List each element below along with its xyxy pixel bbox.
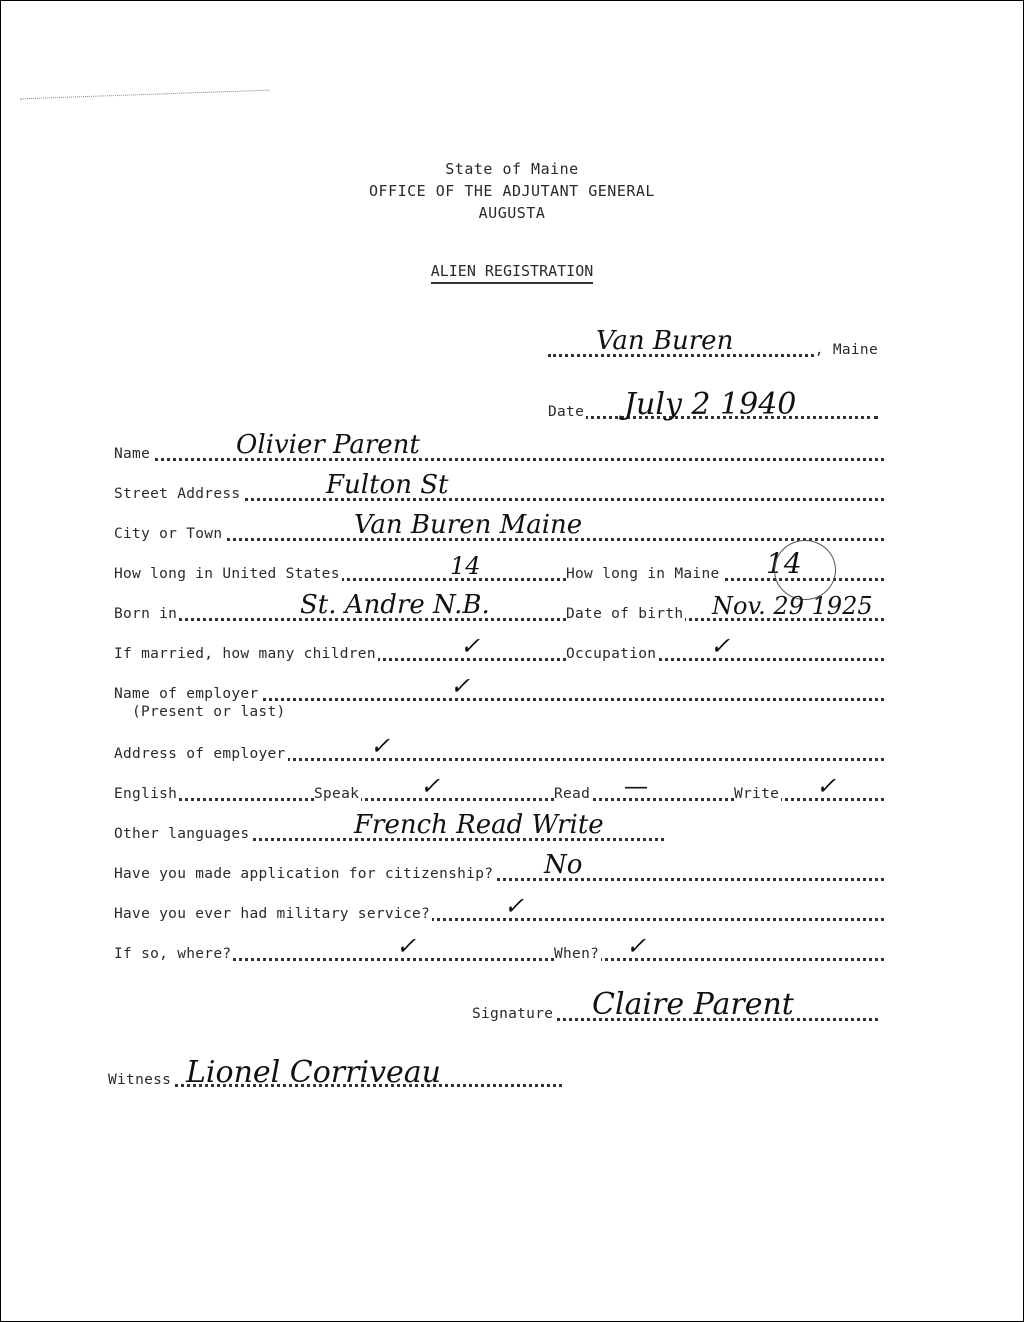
witness-value[interactable]: Lionel Corriveau bbox=[186, 1055, 441, 1090]
name-leader bbox=[114, 458, 884, 461]
english-label: English bbox=[114, 786, 178, 802]
how-long-maine-label: How long in Maine bbox=[566, 566, 720, 582]
where-label: If so, where? bbox=[114, 946, 232, 962]
city-row bbox=[114, 510, 884, 544]
date-value[interactable]: July 2 1940 bbox=[624, 387, 797, 422]
speak-value[interactable]: ✓ bbox=[420, 772, 441, 800]
when-label: When? bbox=[554, 946, 600, 962]
signature-value[interactable]: Claire Parent bbox=[592, 987, 794, 1022]
citizenship-row bbox=[114, 850, 884, 884]
military-label: Have you ever had military service? bbox=[114, 906, 431, 922]
military-value[interactable]: ✓ bbox=[504, 892, 525, 920]
english-row bbox=[114, 772, 884, 804]
street-value[interactable]: Fulton St bbox=[326, 470, 449, 500]
how-long-us-label: How long in United States bbox=[114, 566, 340, 582]
military-row bbox=[114, 892, 884, 924]
name-label: Name bbox=[114, 446, 151, 462]
write-label: Write bbox=[734, 786, 780, 802]
dob-label: Date of birth bbox=[566, 606, 684, 622]
dob-value[interactable]: Nov. 29 1925 bbox=[712, 592, 873, 620]
witness-label: Witness bbox=[108, 1072, 172, 1088]
header-office: OFFICE OF THE ADJUTANT GENERAL bbox=[369, 182, 655, 200]
children-value[interactable]: ✓ bbox=[460, 632, 481, 660]
city-value[interactable]: Van Buren Maine bbox=[354, 510, 583, 540]
name-value[interactable]: Olivier Parent bbox=[236, 430, 420, 460]
other-languages-label: Other languages bbox=[114, 826, 250, 842]
read-value[interactable]: — bbox=[624, 772, 648, 800]
employer-row bbox=[114, 672, 884, 704]
citizenship-value[interactable]: No bbox=[544, 850, 583, 880]
children-label: If married, how many children bbox=[114, 646, 376, 662]
employer-sublabel: (Present or last) bbox=[132, 704, 286, 720]
form-title-text: ALIEN REGISTRATION bbox=[431, 262, 594, 284]
when-value[interactable]: ✓ bbox=[626, 932, 647, 960]
how-long-us-value[interactable]: 14 bbox=[450, 552, 481, 580]
where-value[interactable]: ✓ bbox=[396, 932, 417, 960]
name-row bbox=[114, 430, 884, 464]
place-value[interactable]: Van Buren bbox=[596, 326, 734, 356]
header-city: AUGUSTA bbox=[478, 204, 546, 222]
how-long-row bbox=[114, 547, 884, 584]
employer-address-value[interactable]: ✓ bbox=[370, 732, 391, 760]
occupation-value[interactable]: ✓ bbox=[710, 632, 731, 660]
date-label: Date bbox=[548, 404, 585, 420]
employer-value[interactable]: ✓ bbox=[450, 672, 471, 700]
employer-address-label: Address of employer bbox=[114, 746, 286, 762]
children-row bbox=[114, 632, 884, 664]
street-row bbox=[114, 470, 884, 504]
place-row bbox=[548, 326, 880, 360]
born-in-label: Born in bbox=[114, 606, 178, 622]
write-value[interactable]: ✓ bbox=[816, 772, 837, 800]
signature-row bbox=[472, 987, 878, 1024]
speak-label: Speak bbox=[314, 786, 360, 802]
form-title bbox=[0, 262, 1024, 280]
employer-label: Name of employer bbox=[114, 686, 259, 702]
date-row bbox=[548, 387, 878, 422]
signature-label: Signature bbox=[472, 1006, 554, 1022]
citizenship-label: Have you made application for citizenship? bbox=[114, 866, 494, 882]
header-state: State of Maine bbox=[445, 160, 579, 178]
other-languages-row bbox=[114, 810, 884, 844]
employer-address-row bbox=[114, 732, 884, 764]
witness-row bbox=[108, 1055, 562, 1090]
how-long-maine-value[interactable]: 14 bbox=[766, 547, 802, 580]
other-languages-value[interactable]: French Read Write bbox=[354, 810, 604, 840]
city-label: City or Town bbox=[114, 526, 223, 542]
occupation-label: Occupation bbox=[566, 646, 657, 662]
read-label: Read bbox=[554, 786, 591, 802]
where-row bbox=[114, 932, 884, 964]
born-row bbox=[114, 590, 884, 624]
circle-annotation bbox=[774, 540, 836, 600]
born-in-value[interactable]: St. Andre N.B. bbox=[300, 590, 490, 620]
street-label: Street Address bbox=[114, 486, 241, 502]
place-suffix: , Maine bbox=[814, 342, 878, 358]
